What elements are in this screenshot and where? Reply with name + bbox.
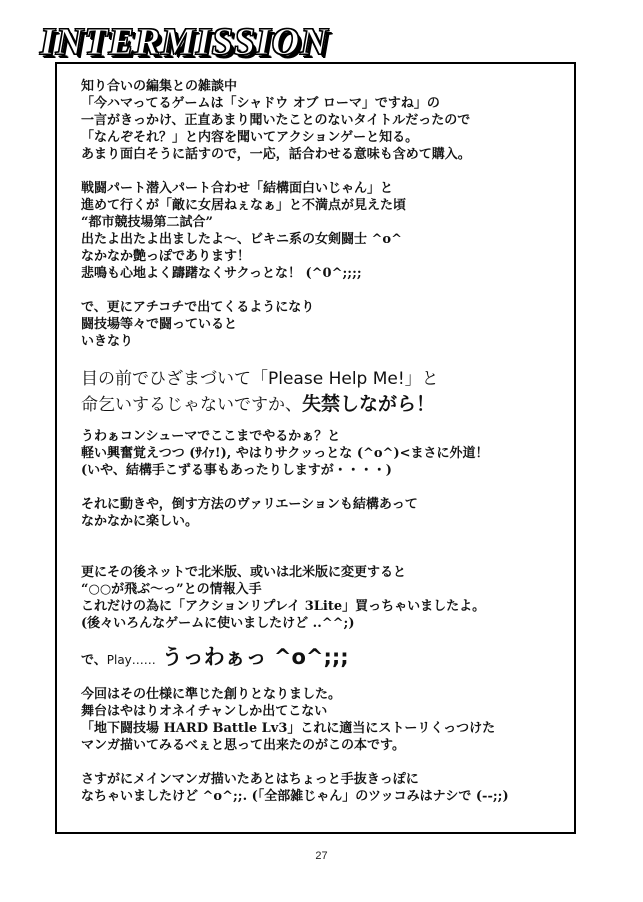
text-line: なちゃいましたけど ^o^;;. (「全部雑じゃん」のツッコみはナシで (--;;) bbox=[81, 789, 509, 804]
play-line bbox=[81, 642, 561, 676]
text-line: 今回はその仕様に準じた創りとなりました。 bbox=[81, 687, 342, 702]
text-line: 進めて行くが「敵に女居ねぇなぁ」と不満点が見えた頃 bbox=[81, 198, 407, 213]
text-line: (いや、結構手こずる事もあったりしますが・・・・) bbox=[81, 463, 392, 478]
paragraph-4 bbox=[81, 428, 561, 479]
emphasis-text: 命乞いするじゃないですか、 bbox=[81, 395, 302, 415]
text-line: それに動きや，倒す方法のヴァリエーションも結構あって bbox=[81, 497, 418, 512]
emphasis-bold-text: 失禁しながら！ bbox=[302, 393, 436, 415]
play-prefix: で、 bbox=[81, 653, 107, 668]
text-line: うわぁコンシューマでここまでやるかぁ？と bbox=[81, 429, 341, 444]
text-line: マンガ描いてみるべぇと思って出来たのがこの本です。 bbox=[81, 738, 405, 753]
paragraph-7 bbox=[81, 686, 561, 754]
play-small-text: Play…… bbox=[106, 653, 156, 667]
text-line: 「なんぞそれ？」と内容を聞いてアクションゲーと知る。 bbox=[81, 130, 419, 145]
text-line: 知り合いの編集との雑談中 bbox=[81, 79, 238, 94]
paragraph-3 bbox=[81, 299, 561, 350]
essay-body bbox=[81, 78, 561, 805]
text-line: 出たよ出たよ出ましたよ～、ビキニ系の女剣闘士 ^o^ bbox=[81, 232, 402, 247]
paragraph-1 bbox=[81, 78, 561, 163]
text-line: これだけの為に「アクションリプレイ 3Lite」買っちゃいましたよ。 bbox=[81, 599, 486, 614]
text-line: 「地下闘技場 HARD Battle Lv3」これに適当にストーリくっつけた bbox=[81, 721, 496, 736]
text-line: で、更にアチコチで出てくるようになり bbox=[81, 300, 315, 315]
text-line: いきなり bbox=[81, 334, 134, 349]
text-line: なかなかに楽しい。 bbox=[81, 514, 199, 529]
text-line: 闘技場等々で闘っていると bbox=[81, 317, 238, 332]
text-line: (後々いろんなゲームに使いましたけど ..^^;) bbox=[81, 616, 355, 631]
paragraph-2 bbox=[81, 180, 561, 282]
text-line: なかなか艶っぽであります！ bbox=[81, 249, 251, 264]
text-line: “○○が飛ぶ～っ”との情報入手 bbox=[81, 582, 262, 597]
text-line: 更にその後ネットで北米版、或いは北米版に変更すると bbox=[81, 565, 407, 580]
text-line: 一言がきっかけ、正直あまり聞いたことのないタイトルだったので bbox=[81, 113, 471, 128]
paragraph-8 bbox=[81, 771, 561, 805]
text-line: 軽い興奮覚えつつ (ｻｲｧ!), やはりサクッっとな (^o^)<まさに外道！ bbox=[81, 446, 489, 461]
emphasis-line: 目の前でひざまづいて「Please Help Me!」と bbox=[81, 369, 439, 389]
emphasis-line bbox=[81, 392, 561, 418]
emphasis-block bbox=[81, 367, 561, 418]
text-line: 戦闘パート潜入パート合わせ「結構面白いじゃん」と bbox=[81, 181, 394, 196]
page-title: INTERMISSION bbox=[40, 21, 329, 63]
page-number: 27 bbox=[315, 850, 328, 862]
text-line: 「今ハマってるゲームは「シャドウ オブ ローマ」ですね」の bbox=[81, 96, 440, 111]
text-line: 悲鳴も心地よく躊躇なくサクっとな！ (^0^;;;; bbox=[81, 266, 362, 281]
text-line: 舞台はやはりオネイチャンしか出てこない bbox=[81, 704, 328, 719]
paragraph-6 bbox=[81, 564, 561, 632]
paragraph-5 bbox=[81, 496, 561, 530]
play-huge-text: うっわぁっ ^o^;;; bbox=[161, 645, 349, 669]
text-line: “都市競技場第二試合” bbox=[81, 215, 213, 230]
text-line: あまり面白そうに話すので，一応，話合わせる意味も含めて購入。 bbox=[81, 147, 471, 162]
text-line: さすがにメインマンガ描いたあとはちょっと手抜きっぽに bbox=[81, 772, 419, 787]
